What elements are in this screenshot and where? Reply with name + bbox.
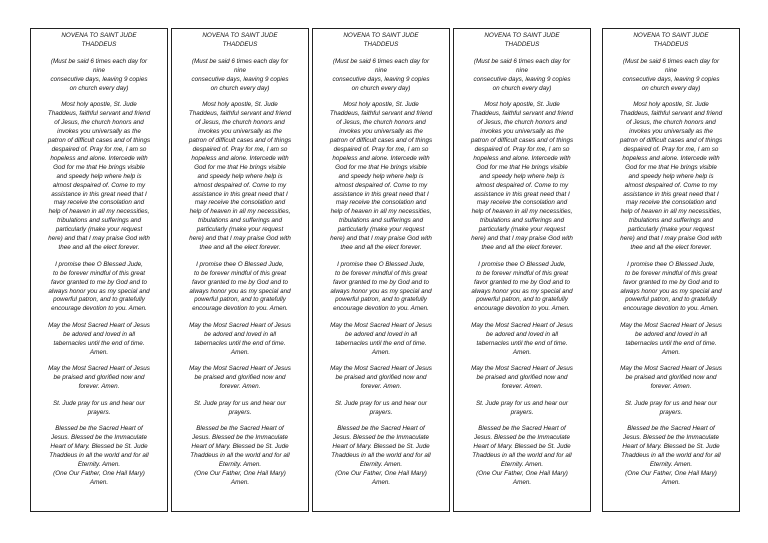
card-blessed: Blessed be the Sacred Heart of Jesus. Blessed be the Immaculate Heart of Mary. Blessed be St. Jude Thaddeus in all the world and for all Eternity. Amen. (One Our Father, One Hail Mary) Amen.: [472, 425, 572, 486]
card-instructions: (Must be said 6 times each day for nine consecutive days, leaving 9 copies on church every day): [332, 57, 430, 92]
novena-card-3: [312, 28, 450, 512]
card-title: NOVENA TO SAINT JUDE THADDEUS: [484, 32, 560, 48]
card-heart-praised: May the Most Sacred Heart of Jesus be praised and glorified now and forever. Amen.: [620, 364, 722, 390]
card-st-jude: St. Jude pray for us and hear our prayers.: [52, 399, 146, 416]
card-promise: I promise thee O Blessed Jude, to be forever mindful of this great favor granted to me by God and to always honor you as my special and powerful patron, and to gratefully encourage devotion to you. Amen.: [620, 260, 722, 313]
card-prayer: Most holy apostle, St. Jude Thaddeus, faithful servant and friend of Jesus, the church honors and invokes you universally as the patron of difficult cases and of things despaired of. Pray for me, I am so hopeless and alone. Intercede with God for me that He brings visible and speedy help where help is almost despaired of. Come to my assistance in this great need that I may receive the consolation and help of heaven in all my necessities, tribulations and sufferings and particularly (make your request here) and that I may praise God with thee and all the elect forever.: [329, 101, 433, 251]
card-heart-adored: May the Most Sacred Heart of Jesus be adored and loved in all tabernacles until the end of time. Amen.: [471, 322, 573, 356]
card-title: NOVENA TO SAINT JUDE THADDEUS: [343, 32, 419, 48]
card-promise: I promise thee O Blessed Jude, to be forever mindful of this great favor granted to me by God and to always honor you as my special and powerful patron, and to gratefully encourage devotion to you. Amen.: [48, 260, 150, 313]
card-prayer: Most holy apostle, St. Jude Thaddeus, faithful servant and friend of Jesus, the church honors and invokes you universally as the patron of difficult cases and of things despaired of. Pray for me, I am so hopeless and alone. Intercede with God for me that He brings visible and speedy help where help is almost despaired of. Come to my assistance in this great need that I may receive the consolation and help of heaven in all my necessities, tribulations and sufferings and particularly (make your request here) and that I may praise God with thee and all the elect forever.: [470, 101, 574, 251]
card-st-jude: St. Jude pray for us and hear our prayers.: [334, 399, 428, 416]
card-heart-praised: May the Most Sacred Heart of Jesus be praised and glorified now and forever. Amen.: [189, 364, 291, 390]
card-promise: I promise thee O Blessed Jude, to be forever mindful of this great favor granted to me by God and to always honor you as my special and powerful patron, and to gratefully encourage devotion to you. Amen.: [189, 260, 291, 313]
card-prayer: Most holy apostle, St. Jude Thaddeus, faithful servant and friend of Jesus, the church honors and invokes you universally as the patron of difficult cases and of things despaired of. Pray for me, I am so hopeless and alone. Intercede with God for me that He brings visible and speedy help where help is almost despaired of. Come to my assistance in this great need that I may receive the consolation and help of heaven in all my necessities, tribulations and sufferings and particularly (make your request here) and that I may praise God with thee and all the elect forever.: [619, 101, 723, 251]
card-blessed: Blessed be the Sacred Heart of Jesus. Blessed be the Immaculate Heart of Mary. Blessed be St. Jude Thaddeus in all the world and for all Eternity. Amen. (One Our Father, One Hail Mary) Amen.: [49, 425, 149, 486]
card-blessed: Blessed be the Sacred Heart of Jesus. Blessed be the Immaculate Heart of Mary. Blessed be St. Jude Thaddeus in all the world and for all Eternity. Amen. (One Our Father, One Hail Mary) Amen.: [621, 425, 721, 486]
card-heart-adored: May the Most Sacred Heart of Jesus be adored and loved in all tabernacles until the end of time. Amen.: [48, 322, 150, 356]
card-heart-praised: May the Most Sacred Heart of Jesus be praised and glorified now and forever. Amen.: [471, 364, 573, 390]
novena-card-5: [602, 28, 740, 512]
card-instructions: (Must be said 6 times each day for nine consecutive days, leaving 9 copies on church every day): [622, 57, 720, 92]
card-heart-adored: May the Most Sacred Heart of Jesus be adored and loved in all tabernacles until the end of time. Amen.: [189, 322, 291, 356]
card-title: NOVENA TO SAINT JUDE THADDEUS: [202, 32, 278, 48]
card-st-jude: St. Jude pray for us and hear our prayers.: [475, 399, 569, 416]
card-heart-adored: May the Most Sacred Heart of Jesus be adored and loved in all tabernacles until the end of time. Amen.: [620, 322, 722, 356]
card-heart-praised: May the Most Sacred Heart of Jesus be praised and glorified now and forever. Amen.: [48, 364, 150, 390]
card-title: NOVENA TO SAINT JUDE THADDEUS: [61, 32, 137, 48]
novena-card-1: [30, 28, 168, 512]
card-blessed: Blessed be the Sacred Heart of Jesus. Blessed be the Immaculate Heart of Mary. Blessed be St. Jude Thaddeus in all the world and for all Eternity. Amen. (One Our Father, One Hail Mary) Amen.: [190, 425, 290, 486]
card-title: NOVENA TO SAINT JUDE THADDEUS: [633, 32, 709, 48]
card-heart-praised: May the Most Sacred Heart of Jesus be praised and glorified now and forever. Amen.: [330, 364, 432, 390]
card-blessed: Blessed be the Sacred Heart of Jesus. Blessed be the Immaculate Heart of Mary. Blessed be St. Jude Thaddeus in all the world and for all Eternity. Amen. (One Our Father, One Hail Mary) Amen.: [331, 425, 431, 486]
card-instructions: (Must be said 6 times each day for nine consecutive days, leaving 9 copies on church every day): [473, 57, 571, 92]
card-instructions: (Must be said 6 times each day for nine consecutive days, leaving 9 copies on church every day): [50, 57, 148, 92]
novena-card-4: [453, 28, 591, 512]
novena-card-2: [171, 28, 309, 512]
card-prayer: Most holy apostle, St. Jude Thaddeus, faithful servant and friend of Jesus, the church honors and invokes you universally as the patron of difficult cases and of things despaired of. Pray for me, I am so hopeless and alone. Intercede with God for me that He brings visible and speedy help where help is almost despaired of. Come to my assistance in this great need that I may receive the consolation and help of heaven in all my necessities, tribulations and sufferings and particularly (make your request here) and that I may praise God with thee and all the elect forever.: [188, 101, 292, 251]
card-promise: I promise thee O Blessed Jude, to be forever mindful of this great favor granted to me by God and to always honor you as my special and powerful patron, and to gratefully encourage devotion to you. Amen.: [330, 260, 432, 313]
card-prayer: Most holy apostle, St. Jude Thaddeus, faithful servant and friend of Jesus, the church honors and invokes you universally as the patron of difficult cases and of things despaired of. Pray for me, I am so hopeless and alone. Intercede with God for me that He brings visible and speedy help where help is almost despaired of. Come to my assistance in this great need that I may receive the consolation and help of heaven in all my necessities, tribulations and sufferings and particularly (make your request here) and that I may praise God with thee and all the elect forever.: [47, 101, 151, 251]
card-heart-adored: May the Most Sacred Heart of Jesus be adored and loved in all tabernacles until the end of time. Amen.: [330, 322, 432, 356]
card-st-jude: St. Jude pray for us and hear our prayers.: [624, 399, 718, 416]
card-st-jude: St. Jude pray for us and hear our prayers.: [193, 399, 287, 416]
card-instructions: (Must be said 6 times each day for nine consecutive days, leaving 9 copies on church every day): [191, 57, 289, 92]
card-promise: I promise thee O Blessed Jude, to be forever mindful of this great favor granted to me by God and to always honor you as my special and powerful patron, and to gratefully encourage devotion to you. Amen.: [471, 260, 573, 313]
